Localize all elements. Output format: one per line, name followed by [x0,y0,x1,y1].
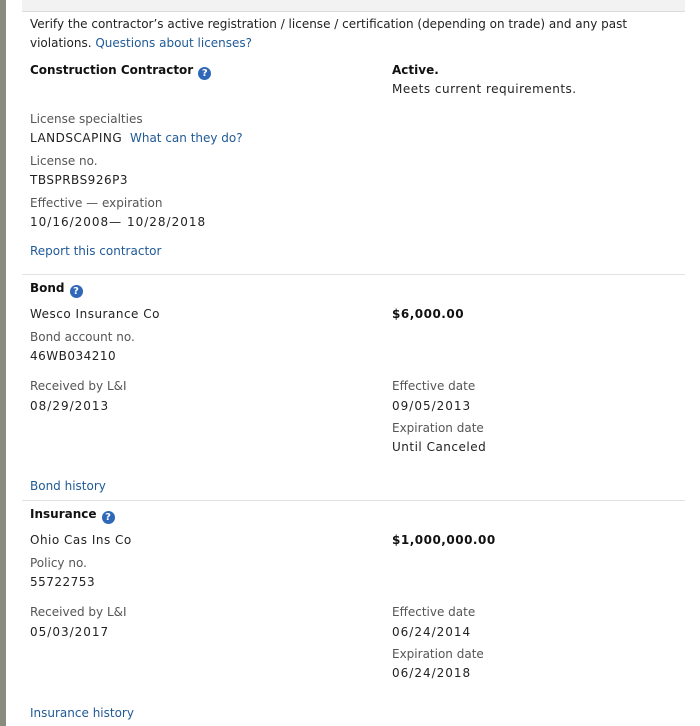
what-can-they-do-link[interactable]: What can they do? [129,131,243,145]
bond-section-heading [30,279,83,298]
left-border [0,0,6,726]
insurance-company: Ohio Cas Ins Co [30,533,132,547]
license-specialty-value: LANDSCAPING [30,131,123,145]
intro-line-2-text: violations. [30,36,92,50]
intro-line-1: Verify the contractor’s active registration / license / certification (depending on trade) and any past [30,17,628,31]
contractor-section-heading [30,61,211,80]
bond-effective-value: 09/05/2013 [392,399,472,413]
help-icon[interactable]: ? [102,511,115,524]
bond-history-link[interactable]: Bond history [30,479,106,493]
license-specialty-row [30,129,243,147]
insurance-section-heading [30,505,115,524]
bond-effective-label: Effective date [392,379,476,393]
contractor-status-title: Active. [392,63,439,77]
bond-heading-text: Bond [30,281,65,295]
insurance-history-link[interactable]: Insurance history [30,706,134,720]
help-icon[interactable]: ? [198,67,211,80]
license-specialties-label: License specialties [30,112,143,126]
bond-account-label: Bond account no. [30,330,135,344]
insurance-received-value: 05/03/2017 [30,625,110,639]
insurance-policy-value: 55722753 [30,575,96,589]
contractor-heading-text: Construction Contractor [30,63,194,77]
intro-line-2 [30,34,252,52]
insurance-effective-value: 06/24/2014 [392,625,472,639]
insurance-expiration-value: 06/24/2018 [392,666,472,680]
effective-expiration-label: Effective — expiration [30,196,163,210]
contractor-status-text: Meets current requirements. [392,82,577,96]
bond-amount: $6,000.00 [392,307,465,321]
section-divider [22,500,685,501]
bond-received-label: Received by L&I [30,379,127,393]
insurance-amount: $1,000,000.00 [392,533,496,547]
section-divider [22,274,685,275]
questions-about-licenses-link[interactable]: Questions about licenses? [95,36,253,50]
license-number-value: TBSPRBS926P3 [30,173,128,187]
help-icon[interactable]: ? [70,285,83,298]
insurance-received-label: Received by L&I [30,605,127,619]
insurance-policy-label: Policy no. [30,556,87,570]
bond-expiration-label: Expiration date [392,421,484,435]
insurance-heading-text: Insurance [30,507,97,521]
insurance-effective-label: Effective date [392,605,476,619]
report-contractor-link[interactable]: Report this contractor [30,244,162,258]
bond-received-value: 08/29/2013 [30,399,110,413]
license-number-label: License no. [30,154,98,168]
bond-expiration-value: Until Canceled [392,440,487,454]
top-header-strip [22,0,685,12]
bond-company: Wesco Insurance Co [30,307,160,321]
bond-account-value: 46WB034210 [30,349,117,363]
effective-expiration-value: 10/16/2008— 10/28/2018 [30,215,207,229]
insurance-expiration-label: Expiration date [392,647,484,661]
